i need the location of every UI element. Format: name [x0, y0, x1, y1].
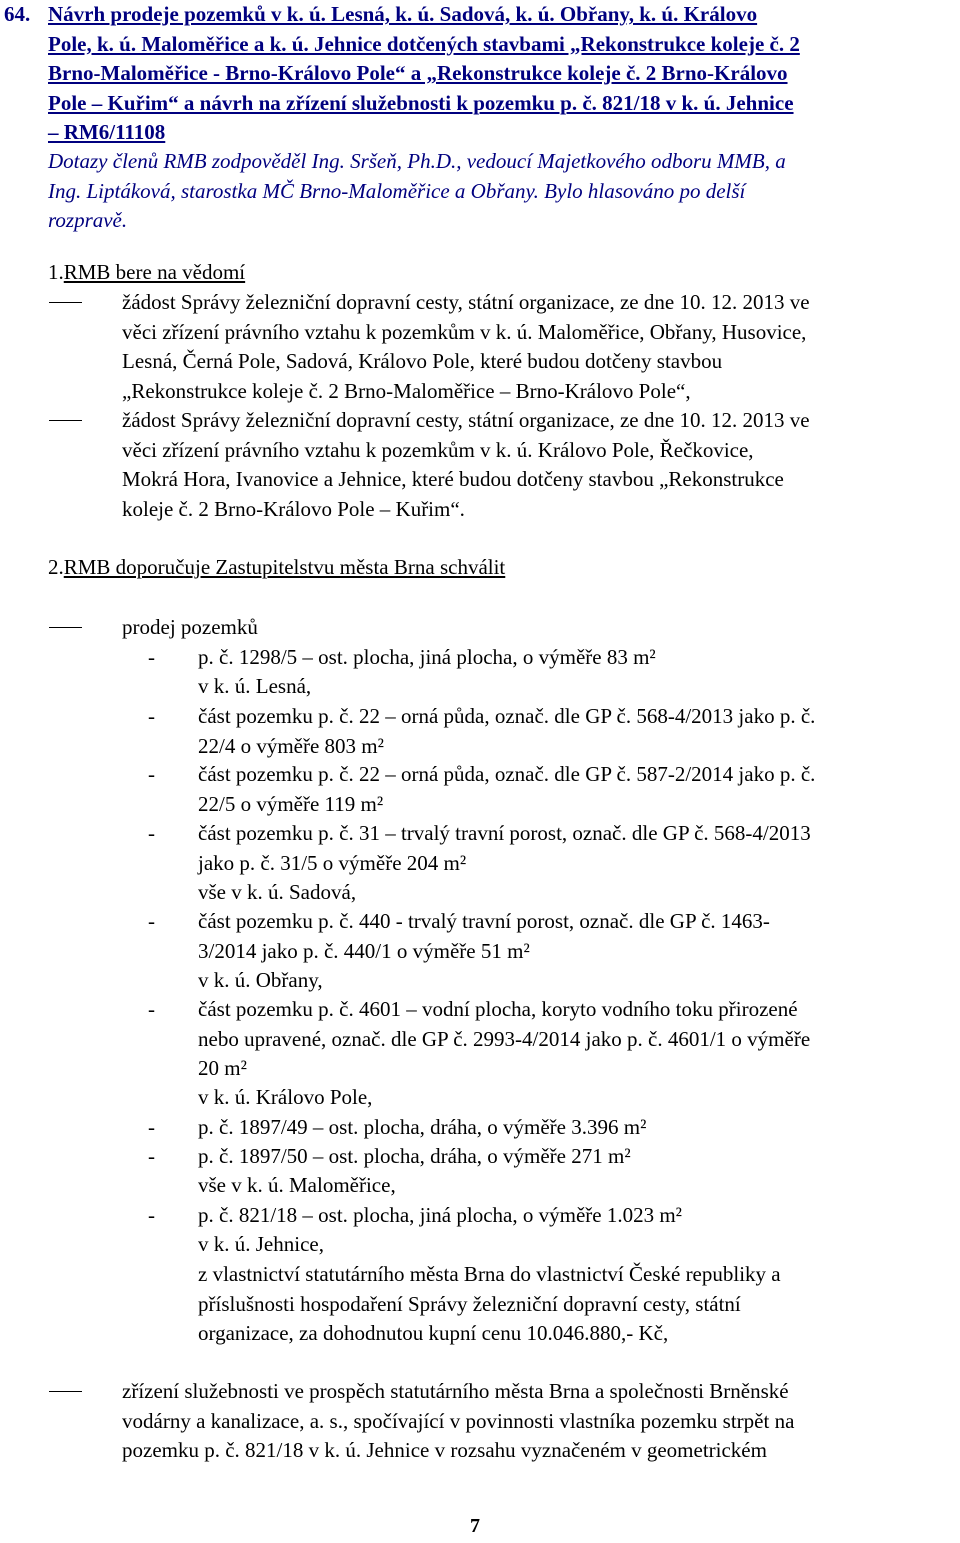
item-title-line: Pole, k. ú. Maloměřice a k. ú. Jehnice dotčených stavbami „Rekonstrukce koleje č. 2: [48, 31, 800, 56]
section-1-number: 1.: [48, 260, 64, 284]
item-line: Lesná, Černá Pole, Sadová, Královo Pole, které budou dotčeny stavbou: [122, 349, 723, 373]
item-title-line: Návrh prodeje pozemků v k. ú. Lesná, k. ú. Sadová, k. ú. Obřany, k. ú. Královo: [48, 2, 758, 26]
item-title-line: Pole – Kuřim“ a návrh na zřízení služebnosti k pozemku p. č. 821/18 v k. ú. Jehnice: [48, 90, 794, 115]
note-line: rozpravě.: [48, 208, 128, 232]
section-1-title: RMB bere na vědomí: [63, 260, 246, 284]
parcel-entry: [148, 1142, 955, 1172]
item-line: vodárny a kanalizace, a. s., spočívající v povinnosti vlastníka pozemku strpět na: [122, 1408, 795, 1433]
parcel-line: nebo upravené, označ. dle GP č. 2993-4/2014 jako p. č. 4601/1 o výměře: [198, 1026, 811, 1051]
cadastral-area: [198, 1230, 955, 1260]
cadastral-line: vše v k. ú. Maloměřice,: [198, 1173, 396, 1197]
parcel-entry: [148, 907, 955, 966]
cadastral-area: [198, 672, 955, 702]
item-line: žádost Správy železniční dopravní cesty, státní organizace, ze dne 10. 12. 2013 ve: [122, 290, 810, 314]
cadastral-line: v k. ú. Královo Pole,: [198, 1085, 373, 1109]
parcel-line: p. č. 821/18 – ost. plocha, jiná plocha, o výměře 1.023 m²: [198, 1203, 682, 1227]
parcel-marker: -: [148, 704, 155, 728]
parcel-line: p. č. 1298/5 – ost. plocha, jiná plocha, o výměře 83 m²: [198, 645, 656, 669]
cadastral-area: [198, 878, 955, 908]
item-title-line: – RM6/11108: [48, 120, 166, 144]
parcel-entry: [148, 1201, 955, 1231]
ownership-line: organizace, za dohodnutou kupní cenu 10.046.880,- Kč,: [198, 1321, 669, 1345]
item-number: 64.: [4, 2, 31, 26]
note-line: Ing. Liptáková, starostka MČ Brno-Maloměřice a Obřany. Bylo hlasováno po delší: [48, 178, 746, 203]
ownership-line: příslušnosti hospodaření Správy železniční dopravní cesty, státní: [198, 1291, 741, 1316]
item-title-line: Brno-Maloměřice - Brno-Královo Pole“ a „Rekonstrukce koleje č. 2 Brno-Královo: [48, 61, 788, 85]
sale-label: prodej pozemků: [122, 615, 258, 639]
parcel-line: část pozemku p. č. 4601 – vodní plocha, koryto vodního toku přirozené: [198, 997, 798, 1021]
section-1-heading: [48, 258, 245, 288]
parcel-entry: [148, 819, 955, 878]
section-2-number: 2.: [48, 555, 64, 579]
parcel-marker: -: [148, 1203, 155, 1227]
parcel-line: 20 m²: [198, 1056, 247, 1080]
parcel-line: část pozemku p. č. 440 - trvalý travní porost, označ. dle GP č. 1463-: [198, 909, 770, 933]
parcel-line: část pozemku p. č. 22 – orná půda, označ. dle GP č. 568-4/2013 jako p. č.: [198, 704, 816, 728]
sale-item: [48, 613, 955, 643]
parcel-entry: [148, 1113, 955, 1143]
cadastral-area: [198, 1171, 955, 1201]
item-line: zřízení služebnosti ve prospěch statutárního města Brna a společnosti Brněnské: [122, 1379, 789, 1403]
cadastral-line: v k. ú. Obřany,: [198, 968, 323, 992]
cadastral-area: [198, 966, 955, 996]
parcel-marker: -: [148, 997, 155, 1021]
parcel-marker: -: [148, 909, 155, 933]
page-number: 7: [470, 1515, 480, 1537]
parcel-marker: -: [148, 821, 155, 845]
item-line: „Rekonstrukce koleje č. 2 Brno-Maloměřice – Brno-Královo Pole“,: [122, 378, 691, 403]
parcel-entry: [148, 643, 955, 673]
cadastral-line: vše v k. ú. Sadová,: [198, 880, 357, 904]
ownership-transfer: [198, 1260, 955, 1349]
parcel-line: p. č. 1897/50 – ost. plocha, dráha, o výměře 271 m²: [198, 1144, 631, 1168]
parcel-line: jako p. č. 31/5 o výměře 204 m²: [198, 850, 467, 875]
parcel-line: 22/5 o výměře 119 m²: [198, 791, 384, 816]
section-1-item: [48, 288, 955, 406]
parcel-entry: [148, 702, 955, 761]
item-line: věci zřízení právního vztahu k pozemkům v k. ú. Maloměřice, Obřany, Husovice,: [122, 319, 807, 344]
parcel-line: část pozemku p. č. 22 – orná půda, označ. dle GP č. 587-2/2014 jako p. č.: [198, 762, 816, 786]
item-line: Mokrá Hora, Ivanovice a Jehnice, které budou dotčeny stavbou „Rekonstrukce: [122, 467, 784, 491]
item-line: pozemku p. č. 821/18 v k. ú. Jehnice v rozsahu vyznačeném v geometrickém: [122, 1438, 767, 1462]
parcel-line: 22/4 o výměře 803 m²: [198, 733, 384, 758]
parcel-marker: -: [148, 762, 155, 786]
note-line: Dotazy členů RMB zodpověděl Ing. Sršeň, Ph.D., vedoucí Majetkového odboru MMB, a: [48, 149, 786, 173]
parcel-line: část pozemku p. č. 31 – trvalý travní porost, označ. dle GP č. 568-4/2013: [198, 821, 811, 845]
item-line: žádost Správy železniční dopravní cesty, státní organizace, ze dne 10. 12. 2013 ve: [122, 408, 810, 432]
ownership-line: z vlastnictví statutárního města Brna do vlastnictví České republiky a: [198, 1262, 781, 1286]
discussion-note: [48, 147, 955, 236]
item-title: [48, 0, 955, 148]
parcel-marker: -: [148, 1115, 155, 1139]
parcel-line: p. č. 1897/49 – ost. plocha, dráha, o výměře 3.396 m²: [198, 1115, 647, 1139]
section-2-heading: [48, 553, 505, 583]
section-2-title: RMB doporučuje Zastupitelstvu města Brna schválit: [63, 555, 506, 579]
cadastral-line: v k. ú. Lesná,: [198, 674, 312, 698]
parcel-entry: [148, 995, 955, 1084]
easement-item: [48, 1377, 955, 1466]
cadastral-area: [198, 1083, 955, 1113]
item-line: koleje č. 2 Brno-Královo Pole – Kuřim“.: [122, 496, 465, 521]
parcel-entry: [148, 760, 955, 819]
parcel-marker: -: [148, 645, 155, 669]
cadastral-line: v k. ú. Jehnice,: [198, 1232, 324, 1256]
parcel-line: 3/2014 jako p. č. 440/1 o výměře 51 m²: [198, 938, 530, 963]
parcel-marker: -: [148, 1144, 155, 1168]
section-1-item: [48, 406, 955, 524]
item-line: věci zřízení právního vztahu k pozemkům v k. ú. Královo Pole, Řečkovice,: [122, 437, 754, 462]
